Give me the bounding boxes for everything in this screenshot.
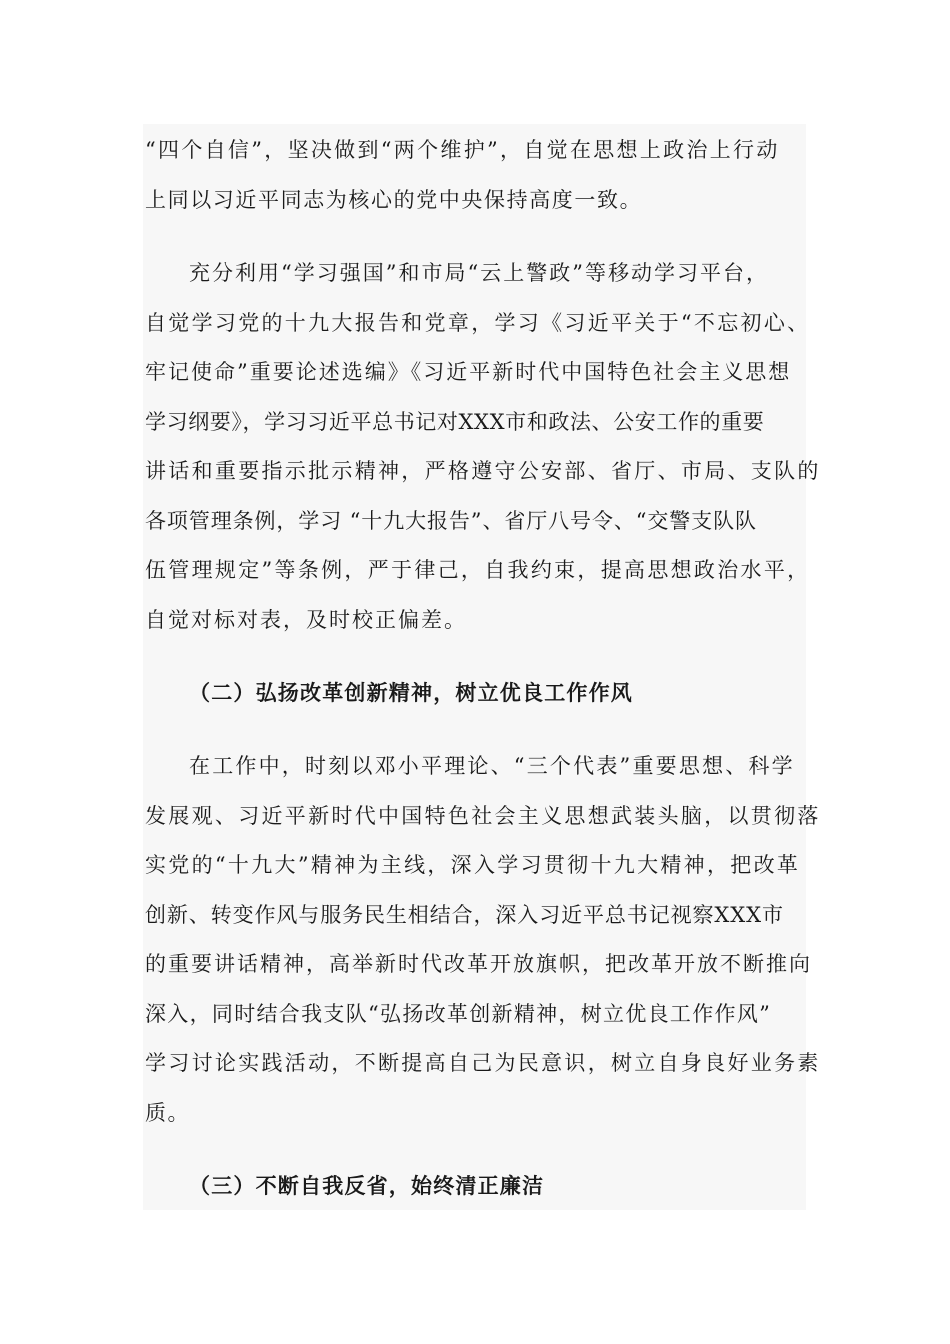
paragraph-line: 自觉对标对表，及时校正偏差。: [145, 608, 467, 632]
paragraph-line: 实党的“十九大”精神为主线，深入学习贯彻十九大精神，把改革: [145, 853, 801, 877]
paragraph-line: 质。: [145, 1101, 190, 1125]
paragraph-line: 学习纲要》，学习习近平总书记对XXX市和政法、公安工作的重要: [145, 410, 765, 434]
paragraph-line: 伍管理规定”等条例，严于律己，自我约束，提高思想政治水平，: [145, 558, 811, 582]
paragraph-line: 的重要讲话精神，高举新时代改革开放旗帜，把改革开放不断推向: [145, 952, 812, 976]
paragraph-line: 创新、转变作风与服务民生相结合，深入习近平总书记视察XXX市: [145, 903, 784, 927]
paragraph-line: 牢记使命”重要论述选编》《习近平新时代中国特色社会主义思想: [145, 360, 792, 384]
paragraph-line: 深入，同时结合我支队“弘扬改革创新精神，树立优良工作作风”: [145, 1002, 772, 1026]
section-heading: （二）弘扬改革创新精神，树立优良工作作风: [189, 680, 633, 705]
paragraph-line: 各项管理条例，学习 “十九大报告”、省厅八号令、“交警支队队: [145, 509, 757, 533]
section-heading: （三）不断自我反省，始终清正廉洁: [189, 1173, 545, 1198]
paragraph-line: 在工作中，时刻以邓小平理论、“三个代表”重要思想、科学: [189, 754, 795, 778]
paragraph-line: 上同以习近平同志为核心的党中央保持高度一致。: [145, 188, 643, 212]
paragraph-line: 充分利用“学习强国”和市局“云上警政”等移动学习平台，: [189, 261, 769, 285]
paragraph-line: 发展观、习近平新时代中国特色社会主义思想武装头脑，以贯彻落: [145, 804, 821, 828]
paragraph-line: “四个自信”，坚决做到“两个维护”，自觉在思想上政治上行动: [145, 138, 780, 162]
paragraph-line: 自觉学习党的十九大报告和党章，学习《习近平关于“不忘初心、: [145, 311, 811, 335]
paragraph-line: 讲话和重要指示批示精神，严格遵守公安部、省厅、市局、支队的: [145, 459, 821, 483]
paragraph-line: 学习讨论实践活动，不断提高自己为民意识，树立自身良好业务素: [145, 1051, 821, 1075]
